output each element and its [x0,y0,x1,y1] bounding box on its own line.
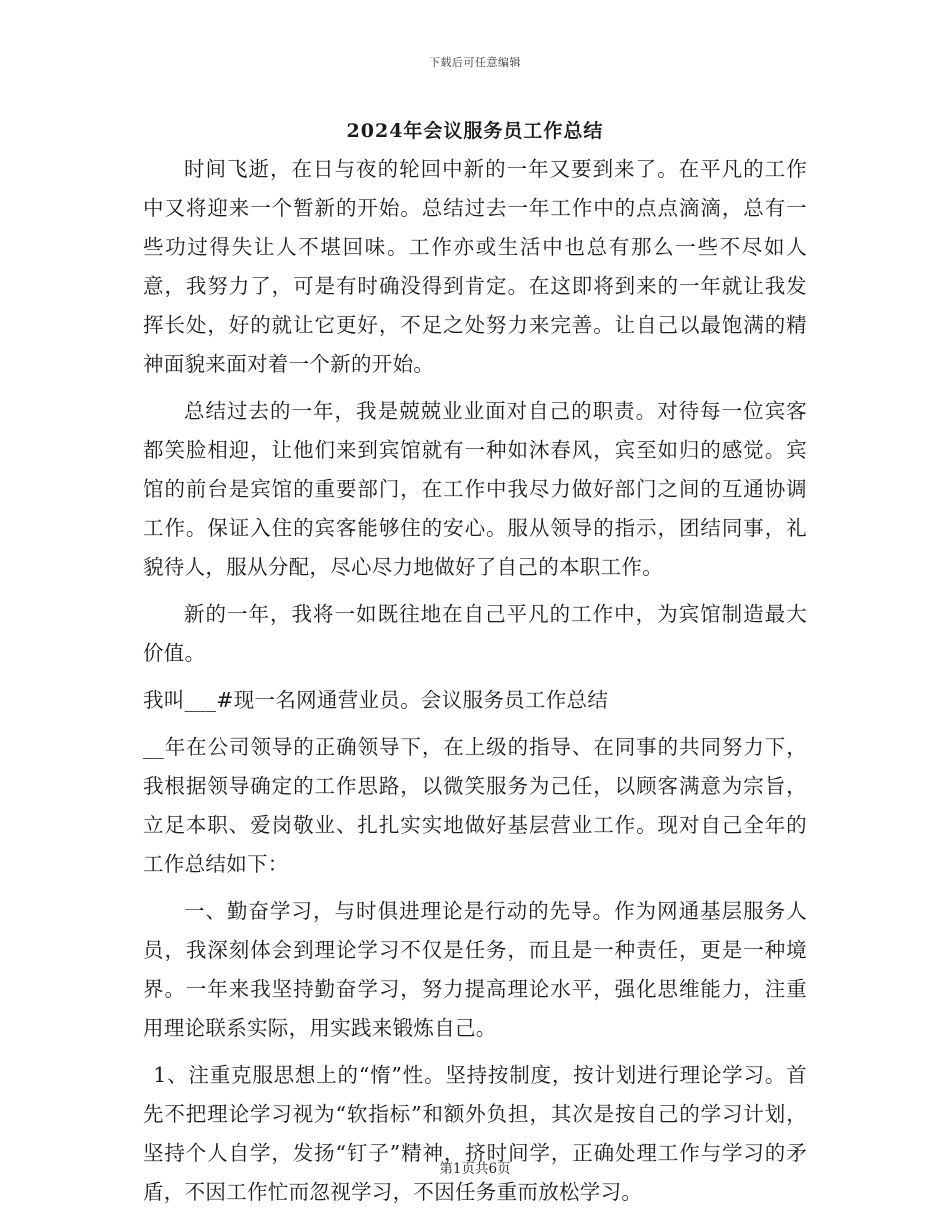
paragraph-year-summary: __年在公司领导的正确领导下，在上级的指导、在同事的共同努力下，我根据领导确定的工作思路，以微笑服务为己任，以顾客满意为宗旨，立足本职、爱岗敬业、扎扎实实地做好基层营业工作。现对自己全年的工作总结如下： [143,735,807,876]
document-body [143,150,807,1220]
paragraph-review: 总结过去的一年，我是兢兢业业面对自己的职责。对待每一位宾客都笑脸相迎，让他们来到宾馆就有一种如沐春风，宾至如归的感觉。宾馆的前台是宾馆的重要部门，在工作中我尽力做好部门之间的互通协调工作。保证入住的宾客能够住的安心。服从领导的指示，团结同事，礼貌待人，服从分配，尽心尽力地做好了自己的本职工作。 [143,399,807,579]
page-number: 第1页共6页 [439,1161,511,1177]
paragraph-self-intro: 我叫___#现一名网通营业员。会议服务员工作总结 [143,688,609,712]
paragraph-intro: 时间飞逝，在日与夜的轮回中新的一年又要到来了。在平凡的工作中又将迎来一个暂新的开始。总结过去一年工作中的点点滴滴，总有一些功过得失让人不堪回味。工作亦或生活中也总有那么一些不尽如人意，我努力了，可是有时确没得到肯定。在这即将到来的一年就让我发挥长处，好的就让它更好，不足之处努力来完善。让自己以最饱满的精神面貌来面对着一个新的开始。 [143,157,807,376]
document-title: 2024年会议服务员工作总结 [346,120,604,142]
header-note: 下载后可任意编辑 [429,56,521,69]
paragraph-new-year: 新的一年，我将一如既往地在自己平凡的工作中，为宾馆制造最大价值。 [143,602,807,665]
paragraph-point-one: 1、注重克服思想上的“惰”性。坚持按制度，按计划进行理论学习。首先不把理论学习视为“软指标”和额外负担，其次是按自己的学习计划，坚持个人自学，发扬“钉子”精神，挤时间学，正确处理工作与学习的矛盾，不因工作忙而忽视学习，不因任务重而放松学习。 [143,1063,807,1204]
paragraph-section-one: 一、勤奋学习，与时俱进理论是行动的先导。作为网通基层服务人员，我深刻体会到理论学习不仅是任务，而且是一种责任，更是一种境界。一年来我坚持勤奋学习，努力提高理论水平，强化思维能力，注重用理论联系实际，用实践来锻炼自己。 [143,899,807,1040]
